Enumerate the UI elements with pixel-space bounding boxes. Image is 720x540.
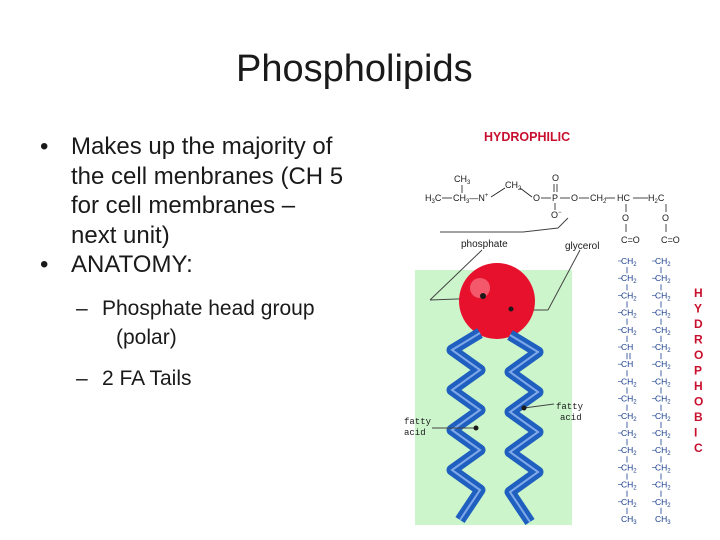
chain-unit: $CH_2$ bbox=[655, 479, 671, 492]
dash-glyph: – bbox=[76, 296, 88, 320]
formula-o-minus: O− bbox=[551, 210, 562, 220]
bullet-line: ANATOMY: bbox=[71, 251, 193, 278]
chain-unit: $CH_3$ bbox=[621, 514, 637, 526]
chain-unit: $CH_2$ bbox=[621, 479, 637, 492]
hydrophobic-letter: C bbox=[694, 441, 703, 455]
formula-o-g1: O bbox=[622, 213, 630, 223]
sub-bullet-line: Phosphate head group bbox=[102, 296, 315, 320]
chain-unit: $CH_2$ bbox=[655, 324, 671, 337]
chain-unit: $CH_2$ bbox=[655, 462, 671, 475]
hydrophilic-label: HYDROPHILIC bbox=[484, 130, 571, 144]
hydrophobic-letter: R bbox=[694, 332, 703, 347]
bullet-glyph: • bbox=[40, 133, 49, 160]
chain-unit: $CH_2$ bbox=[655, 428, 671, 440]
bullet-glyph: • bbox=[40, 251, 49, 278]
formula-ch2-b: $CH_2$ bbox=[590, 193, 607, 205]
chain-unit: CH bbox=[621, 342, 634, 352]
hydrophobic-letter: I bbox=[694, 425, 698, 440]
formula-h2c: $H_2C$ bbox=[648, 193, 665, 205]
chain-unit: $CH_2$ bbox=[655, 359, 671, 372]
formula-o-link: O bbox=[533, 193, 541, 203]
hydrophobic-letter: B bbox=[694, 410, 703, 424]
bullet-line: for cell membranes – bbox=[71, 192, 296, 219]
chain-unit: CH bbox=[621, 359, 634, 370]
chain-unit: $CH_2$ bbox=[621, 410, 637, 423]
chain-unit: $CH_2$ bbox=[621, 462, 637, 475]
slide-title: Phospholipids bbox=[236, 48, 473, 90]
sub-bullet-line: 2 FA Tails bbox=[102, 366, 192, 390]
phosphate-head bbox=[459, 263, 535, 339]
formula-ester-c2: C=O bbox=[661, 235, 680, 245]
chain-unit: $CH_2$ bbox=[621, 290, 637, 303]
formula-o-right: O bbox=[571, 193, 579, 203]
chain-unit: $CH_2$ bbox=[655, 273, 671, 286]
chain-unit: $CH_2$ bbox=[621, 307, 637, 320]
bullet-list bbox=[40, 132, 405, 393]
formula-ch3-top: $CH_3$ bbox=[454, 174, 471, 186]
sub-bullet-item bbox=[40, 364, 405, 393]
chain-unit: $CH_2$ bbox=[655, 256, 671, 268]
chain-unit: $CH_2$ bbox=[655, 376, 671, 389]
chain-unit: $CH_2$ bbox=[621, 428, 637, 440]
chain-unit: $CH_2$ bbox=[655, 393, 671, 406]
fatty-acid-label-left-2: acid bbox=[404, 428, 426, 438]
formula-hc: HC bbox=[617, 193, 630, 203]
chain-unit: $CH_2$ bbox=[655, 445, 671, 458]
hydrophobic-label bbox=[694, 286, 703, 455]
hydrophobic-letter: H bbox=[694, 286, 703, 300]
formula-h3c: $H_3C$ bbox=[425, 193, 442, 205]
formula-ester-c1: C=O bbox=[621, 235, 640, 245]
hydrocarbon-chains bbox=[618, 256, 671, 526]
chain-unit: $CH_2$ bbox=[621, 256, 637, 268]
sub-bullet-line: (polar) bbox=[116, 325, 177, 349]
hydrophobic-letter: D bbox=[694, 317, 703, 331]
chain-unit: $CH_2$ bbox=[621, 376, 637, 389]
hydrophobic-letter: Y bbox=[694, 301, 703, 316]
head-highlight bbox=[470, 278, 490, 298]
bullet-line: Makes up the majority of bbox=[71, 133, 333, 160]
chain-unit: $CH_2$ bbox=[655, 342, 671, 354]
fatty-acid-label-left: fatty bbox=[404, 417, 432, 427]
chain-unit: $CH_3$ bbox=[655, 514, 671, 526]
fatty-acid-label-right: fatty bbox=[556, 402, 584, 412]
chain-unit: $CH_2$ bbox=[621, 445, 637, 458]
head-formula bbox=[425, 173, 680, 245]
chain-unit: $CH_2$ bbox=[621, 496, 637, 509]
bullet-item bbox=[40, 132, 405, 250]
formula-p: P bbox=[552, 193, 559, 203]
hydrophobic-letter: P bbox=[694, 363, 703, 378]
chain-unit: $CH_2$ bbox=[655, 410, 671, 423]
formula-o-g2: O bbox=[662, 213, 670, 223]
phosphate-label: phosphate bbox=[461, 239, 508, 250]
chain-unit: $CH_2$ bbox=[655, 290, 671, 303]
bullet-line: next unit) bbox=[71, 221, 170, 249]
fatty-acid-label-right-2: acid bbox=[560, 413, 582, 423]
sub-bullet-item bbox=[40, 294, 405, 352]
phospholipid-figure bbox=[395, 118, 720, 540]
formula-o-double: O bbox=[552, 173, 560, 183]
hydrophobic-letter: H bbox=[694, 379, 703, 393]
chain-unit: $CH_2$ bbox=[621, 393, 637, 406]
chain-unit: $CH_2$ bbox=[655, 496, 671, 509]
bullet-line: the cell menbranes (CH 5 bbox=[71, 162, 344, 190]
hydrophobic-letter: O bbox=[694, 394, 704, 409]
hydrophobic-letter: O bbox=[694, 348, 704, 362]
dash-glyph: – bbox=[76, 366, 88, 390]
chain-unit: $CH_2$ bbox=[621, 324, 637, 337]
formula-ch2-a: $CH_2$ bbox=[505, 180, 522, 192]
chain-unit: $CH_2$ bbox=[655, 307, 671, 320]
bullet-item bbox=[40, 250, 405, 280]
glycerol-label: glycerol bbox=[565, 241, 600, 252]
chain-unit: $CH_2$ bbox=[621, 273, 637, 286]
formula-ch3-n: $CH_3—N^+$ bbox=[453, 193, 489, 205]
